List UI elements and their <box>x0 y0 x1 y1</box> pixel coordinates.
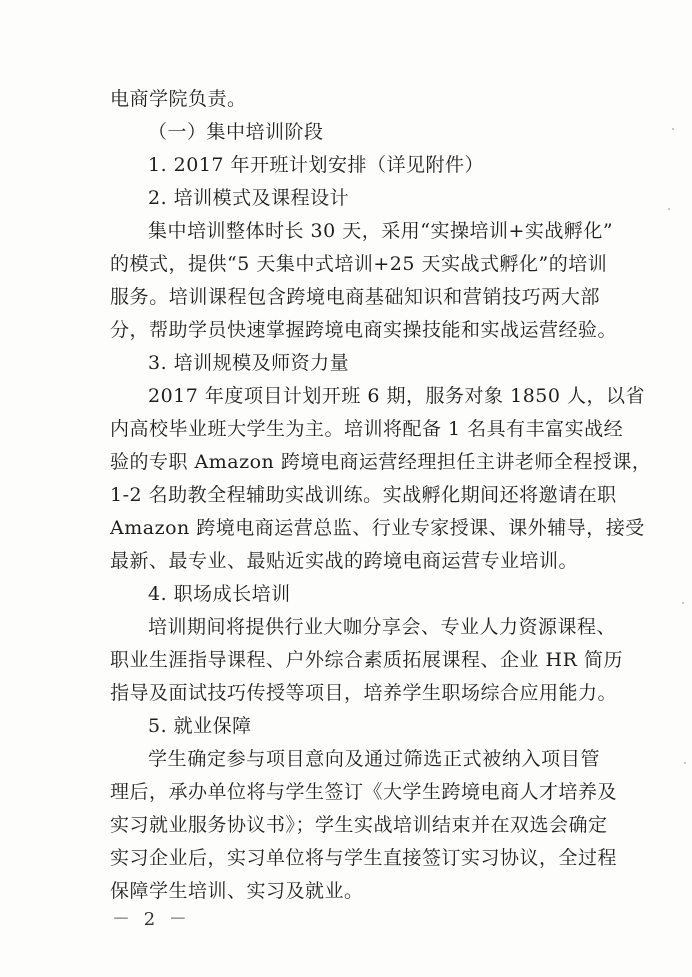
paragraph-line: 2017 年度项目计划开班 6 期，服务对象 1850 人，以省 <box>148 385 645 407</box>
paragraph-line: 分，帮助学员快速掌握跨境电商实操技能和实战运营经验。 <box>110 319 618 341</box>
paragraph-line: 最新、最专业、最贴近实战的跨境电商运营专业培训。 <box>110 550 579 572</box>
paragraph-line: 培训期间将提供行业大咖分享会、专业人力资源课程、 <box>148 616 617 638</box>
page-number: － 2 － <box>112 909 191 930</box>
paragraph-line: 指导及面试技巧传授等项目，培养学生职场综合应用能力。 <box>110 682 618 704</box>
subsection-heading: 1. 2017 年开班计划安排（详见附件） <box>148 154 485 176</box>
paragraph-line: 实习企业后，实习单位将与学生直接签订实习协议，全过程 <box>110 847 618 869</box>
paragraph-line: 服务。培训课程包含跨境电商基础知识和营销技巧两大部 <box>110 286 600 308</box>
section-heading: （一）集中培训阶段 <box>148 121 324 143</box>
paragraph-line: 保障学生培训、实习及就业。 <box>110 880 364 902</box>
scan-speck <box>672 128 674 130</box>
paragraph-line: 验的专职 Amazon 跨境电商运营经理担任主讲老师全程授课， <box>110 451 652 473</box>
text-line: 电商学院负责。 <box>110 88 247 110</box>
paragraph-line: 内高校毕业班大学生为主。培训将配备 1 名具有丰富实战经 <box>110 418 624 440</box>
paragraph-line: 职业生涯指导课程、户外综合素质拓展课程、企业 HR 简历 <box>110 649 623 671</box>
subsection-heading: 2. 培训模式及课程设计 <box>148 187 350 209</box>
paragraph-line: 集中培训整体时长 30 天，采用“实操培训+实战孵化” <box>148 220 614 242</box>
subsection-heading: 3. 培训规模及师资力量 <box>148 352 350 374</box>
paragraph-line: 1-2 名助教全程辅助实战训练。实战孵化期间还将邀请在职 <box>110 484 617 506</box>
scan-speck <box>684 762 686 764</box>
paragraph-line: 的模式，提供“5 天集中式培训+25 天实战式孵化”的培训 <box>110 253 608 275</box>
subsection-heading: 4. 职场成长培训 <box>148 583 291 605</box>
scan-speck <box>682 602 684 604</box>
subsection-heading: 5. 就业保障 <box>148 715 252 737</box>
paragraph-line: 理后，承办单位将与学生签订《大学生跨境电商人才培养及 <box>110 781 618 803</box>
scan-speck <box>668 208 670 210</box>
paragraph-line: 实习就业服务协议书》；学生实战培训结束并在双选会确定 <box>110 814 608 836</box>
paragraph-line: 学生确定参与项目意向及通过筛选正式被纳入项目管 <box>148 748 600 770</box>
paragraph-line: Amazon 跨境电商运营总监、行业专家授课、课外辅导，接受 <box>110 517 645 539</box>
